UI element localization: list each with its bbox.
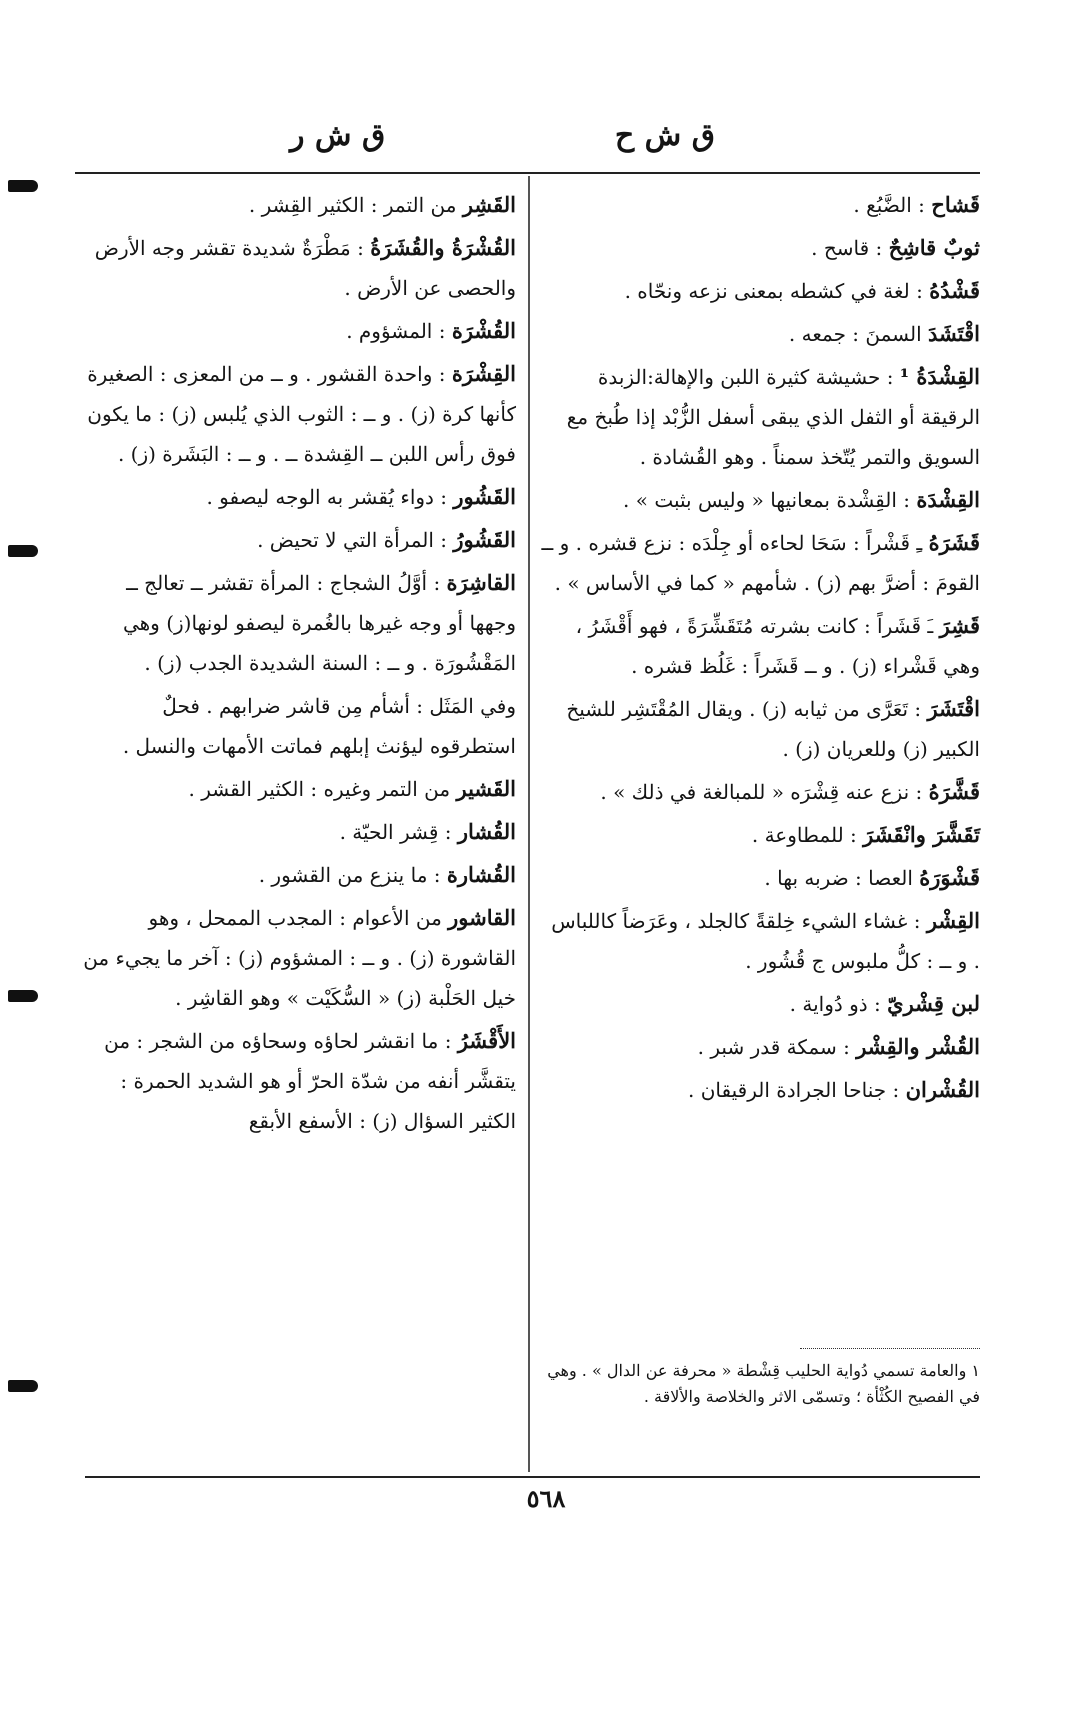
- entry-headword: القَشُور: [453, 484, 516, 509]
- dictionary-entry: [82, 354, 516, 474]
- entry-headword: القِشْدَة: [916, 487, 980, 512]
- entry-definition: : المرأة التي لا تحيض .: [257, 528, 454, 552]
- dictionary-entry: [82, 563, 516, 683]
- entry-headword: القِشْرَة: [451, 361, 516, 386]
- right-column: [540, 185, 980, 1113]
- entry-definition: : ذو دُواية .: [789, 992, 888, 1016]
- entry-headword: ثوبٌ قاشِحٌ: [888, 235, 980, 260]
- dictionary-entry: [540, 858, 980, 898]
- entry-definition: السمنَ : جمعه .: [788, 322, 929, 346]
- dictionary-entry: [540, 357, 980, 477]
- entry-definition: : تَعَرَّى من ثيابه (ز) . ويقال المُقْتَشِر للشيخ الكبير (ز) وللعريان (ز) .: [566, 697, 980, 761]
- entry-definition: من الأعوام : المجدب الممحل ، وهو القاشورة (ز) . و ــ : المشؤوم (ز) : آخر ما يجيء من خيل الحَلْبة (ز) « السُّكَيْت » وهو القاشِر .: [83, 906, 516, 1010]
- entry-definition: من التمر : الكثير القِشر .: [248, 193, 463, 217]
- dictionary-entry: [540, 1070, 980, 1110]
- dictionary-entry: [540, 689, 980, 769]
- entry-headword: قَشِرَ: [939, 613, 980, 638]
- entry-definition: : واحدة القشور . و ــ من المعزى : الصغيرة كأنها كرة (ز) . و ــ : الثوب الذي يُلبس (ز) : ما يكون فوق رأس اللبن ــ القِشدة ــ . و ــ : البَشَرة (ز) .: [87, 362, 516, 466]
- dictionary-entry: [82, 812, 516, 852]
- entry-headword: القُشْرَةُ والقُشَرَةُ: [370, 235, 516, 260]
- dictionary-entry: [540, 815, 980, 855]
- dictionary-entry: [82, 1021, 516, 1141]
- entry-headword: القَشير: [456, 776, 516, 801]
- dictionary-entry: [82, 898, 516, 1018]
- entry-headword: تَقَشَّرَ وانْقَشَرَ: [863, 822, 980, 847]
- entry-headword: القاشِرَة: [446, 570, 516, 595]
- page-header: [60, 118, 1000, 166]
- entry-definition: العصا : ضربه بها .: [764, 866, 920, 890]
- entry-definition: : ما ينزع من القشور .: [258, 863, 447, 887]
- entry-headword: القُشْرَة: [451, 318, 516, 343]
- entry-headword: قَشَّرَهُ: [928, 779, 980, 804]
- entry-definition: : جناحا الجرادة الرقيقان .: [688, 1078, 906, 1102]
- entry-definition: : قِشر الحيّة .: [339, 820, 458, 844]
- entry-definition: : ما انقشر لحاؤه وسحاؤه من الشجر : من يتقشَّر أنفه من شدّة الحرّ أو هو الشديد الحمرة : الكثير السؤال (ز) : الأسفع الأبقع: [104, 1029, 516, 1133]
- left-column: [82, 185, 516, 1144]
- entry-headword: قَشْوَرَهُ: [919, 865, 980, 890]
- entry-headword: القاشور: [448, 905, 516, 930]
- entry-headword: اقْتَشَدَ: [928, 321, 980, 346]
- entry-headword: قَشَرَهُ: [928, 530, 980, 555]
- entry-definition: : المشؤوم .: [346, 319, 452, 343]
- entry-definition: : مَطْرَةٌ شديدة تقشر وجه الأرض والحصى عن الأرض .: [94, 236, 516, 300]
- dictionary-entry: [82, 477, 516, 517]
- dictionary-entry: [82, 520, 516, 560]
- dictionary-entry: [540, 901, 980, 981]
- entry-headword: القُشْر والقِشْر: [856, 1034, 980, 1059]
- margin-tab-mark: [8, 1380, 38, 1392]
- entry-headword: اقْتَشَرَ: [927, 696, 980, 721]
- margin-tab-mark: [8, 545, 38, 557]
- bottom-rule: [85, 1476, 980, 1478]
- entry-headword: القُشار: [457, 819, 516, 844]
- dictionary-entry: [540, 271, 980, 311]
- dictionary-entry: [82, 311, 516, 351]
- column-divider: [528, 176, 530, 1472]
- entry-headword: القِشْدَةُ ¹: [899, 364, 980, 389]
- entry-definition: : قاسح .: [811, 236, 889, 260]
- entry-headword: القَشِر: [462, 192, 516, 217]
- entry-definition: : للمطاوعة .: [751, 823, 864, 847]
- entry-definition: : غشاء الشيء خِلقةً كالجلد ، وعَرَضاً كاللباس . و ــ : كلُّ ملبوس ج قُشُور .: [551, 909, 980, 973]
- entry-definition: : دواء يُقشر به الوجه ليصفو .: [206, 485, 454, 509]
- dictionary-entry: [82, 228, 516, 308]
- dictionary-entry: [540, 480, 980, 520]
- dictionary-entry: [540, 984, 980, 1024]
- entry-definition: من التمر وغيره : الكثير القشر .: [188, 777, 457, 801]
- entry-headword: القِشْر: [926, 908, 980, 933]
- entry-definition: ـِ قَشْراً : سَحَا لحاءه أو جِلْدَه : نزع قشره . و ــ القومَ : أضرَّ بهم (ز) . شأمهم « كما في الأساس » .: [541, 531, 980, 595]
- dictionary-entry: [540, 185, 980, 225]
- entry-headword: القَشُورُ: [453, 527, 516, 552]
- dictionary-entry: [540, 523, 980, 603]
- top-rule: [75, 172, 980, 174]
- footnote: ١ والعامة تسمي دُواية الحليب قِشْطة « محرفة عن الدال » . وهي في الفصيح الكُثْأة ؛ وتسمّى الاثر والخلاصة والألاقة .: [547, 1361, 980, 1406]
- dictionary-entry: [82, 855, 516, 895]
- entry-definition: ـَ قَشَراً : كانت بشرته مُتَقَشِّرَةً ، فهو أَقْشَرُ ، وهي قَشْراء (ز) . و ــ قَشَراً : غَلُظ قشره .: [575, 614, 980, 678]
- dictionary-entry: [540, 772, 980, 812]
- header-root-letters-left: ق ش ر: [290, 118, 386, 153]
- entry-definition: : نزع عنه قِشْرَه « للمبالغة في ذلك » .: [600, 780, 929, 804]
- entry-headword: القُشْران: [905, 1077, 980, 1102]
- entry-headword: القُشارة: [446, 862, 516, 887]
- dictionary-entry: [540, 606, 980, 686]
- entry-headword: قَشاح: [931, 192, 980, 217]
- dictionary-entry: [82, 185, 516, 225]
- margin-tab-mark: [8, 990, 38, 1002]
- entry-definition: وفي المَثَل : أشأم مِن قاشر ضرابهم . فحلٌ استطرقوه ليؤنث إبلهم فماتت الأمهات والنسل .: [122, 694, 516, 758]
- dictionary-entry: [540, 228, 980, 268]
- entry-definition: : سمكة قدر شبر .: [697, 1035, 857, 1059]
- entry-definition: : أوَّلُ الشجاج : المرأة تقشر ــ تعالج ــ وجهها أو وجه غيرها بالغُمرة ليصفو لونها(ز) وهي المَقْشُورَة . و ــ : السنة الشديدة الجدب (ز) .: [122, 571, 516, 675]
- entry-headword: الأَقْشَرُ: [457, 1028, 516, 1053]
- entry-headword: لبن قِشْريّ: [887, 991, 980, 1016]
- entry-definition: : لغة في كشطه بمعنى نزعه ونحّاه .: [624, 279, 930, 303]
- page-number: ٥٦٨: [526, 1484, 566, 1513]
- header-root-letters-right: ق ش ح: [614, 118, 715, 153]
- dictionary-entry: [82, 686, 516, 766]
- entry-headword: قَشْدُهُ: [929, 278, 980, 303]
- entry-definition: : الضَّبُع .: [853, 193, 932, 217]
- margin-tab-mark: [8, 180, 38, 192]
- dictionary-entry: [540, 1027, 980, 1067]
- entry-definition: : حشيشة كثيرة اللبن والإهالة:الزبدة الرقيقة أو الثفل الذي يبقى أسفل الزُّبْد إذا طُبخ مع السويق والتمر يُتّخذ سمناً . وهو القُشادة .: [566, 365, 980, 469]
- dictionary-entry: [540, 314, 980, 354]
- dictionary-entry: [82, 769, 516, 809]
- footnote-separator: [800, 1348, 980, 1350]
- entry-definition: : القِشْدة بمعانيها « وليس بثبت » .: [623, 488, 917, 512]
